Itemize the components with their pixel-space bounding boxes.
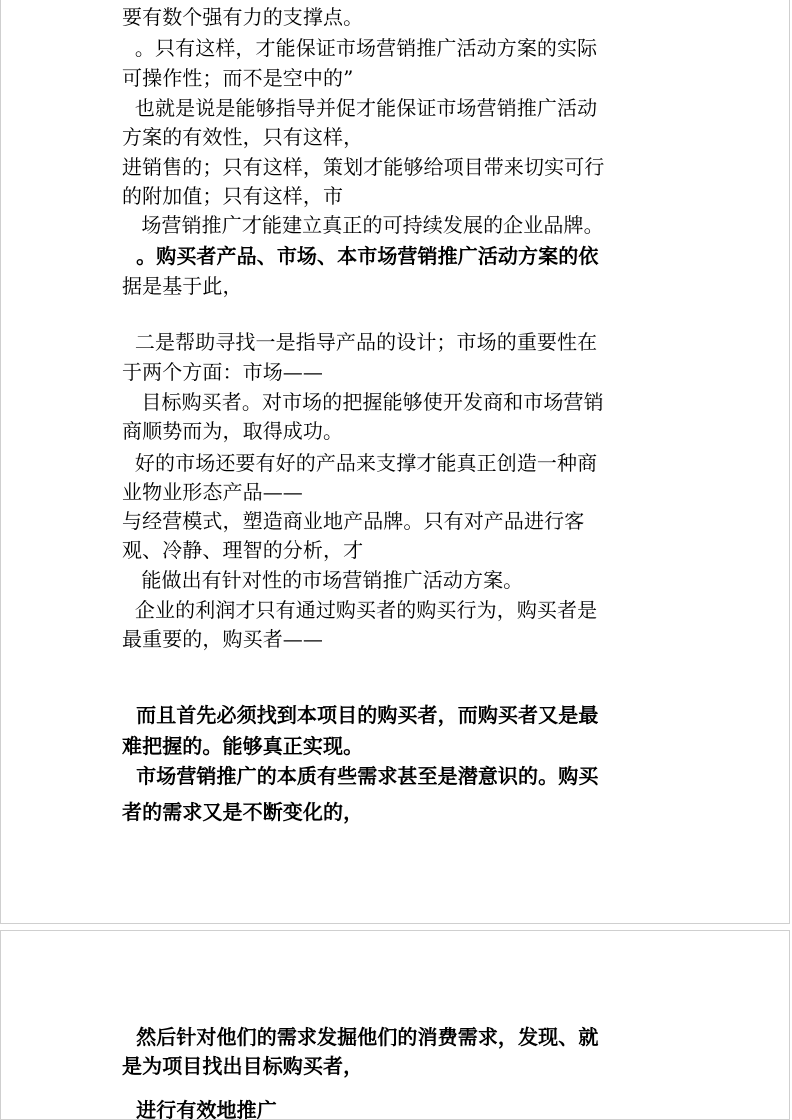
text-line-26: 然后针对他们的需求发掘他们的消费需求，发现、就 — [122, 1025, 599, 1049]
text-line-18: 观、冷静、理智的分析，才 — [122, 538, 364, 562]
text-line-24: 市场营销推广的本质有些需求甚至是潜意识的。购买 — [122, 764, 599, 788]
text-line-13: 目标购买者。对市场的把握能够使开发商和市场营销 — [122, 390, 604, 414]
text-line-4: 也就是说是能够指导并促才能保证市场营销推广活动 — [122, 96, 598, 120]
text-line-1: 要有数个强有力的支撑点。 — [122, 5, 364, 29]
text-line-20: 企业的利润才只有通过购买者的购买行为，购买者是 — [122, 598, 598, 622]
text-line-2: 。只有这样，才能保证市场营销推广活动方案的实际 — [122, 36, 598, 60]
text-line-11: 二是帮助寻找一是指导产品的设计；市场的重要性在 — [122, 330, 598, 354]
document-page-2 — [0, 930, 790, 1120]
text-line-9: 。购买者产品、市场、本市场营销推广活动方案的依 — [122, 244, 599, 268]
text-line-14: 商顺势而为，取得成功。 — [122, 419, 344, 443]
text-line-7: 的附加值；只有这样，市 — [122, 184, 344, 208]
text-line-8: 场营销推广才能建立真正的可持续发展的企业品牌。 — [122, 213, 604, 237]
text-line-28: 进行有效地推广 — [122, 1098, 277, 1120]
text-line-15: 好的市场还要有好的产品来支撑才能真正创造一种商 — [122, 451, 598, 475]
text-line-25: 者的需求又是不断变化的， — [122, 800, 364, 824]
text-line-12: 于两个方面：市场—— — [122, 360, 323, 384]
text-line-6: 进销售的；只有这样，策划才能够给项目带来切实可行 — [122, 155, 605, 179]
text-line-19: 能做出有针对性的市场营销推广活动方案。 — [122, 568, 524, 592]
text-line-23: 难把握的。能够真正实现。 — [122, 734, 364, 758]
text-line-21: 最重要的，购买者—— — [122, 627, 323, 651]
text-line-16: 业物业形态产品—— — [122, 480, 303, 504]
text-line-27: 是为项目找出目标购买者， — [122, 1054, 364, 1078]
text-line-3: 可操作性；而不是空中的” — [122, 66, 354, 90]
text-line-17: 与经营模式，塑造商业地产品牌。只有对产品进行客 — [122, 509, 585, 533]
text-line-5: 方案的有效性，只有这样， — [122, 125, 364, 149]
text-line-22: 而且首先必须找到本项目的购买者，而购买者又是最 — [122, 703, 599, 727]
text-line-10: 据是基于此， — [122, 274, 243, 298]
